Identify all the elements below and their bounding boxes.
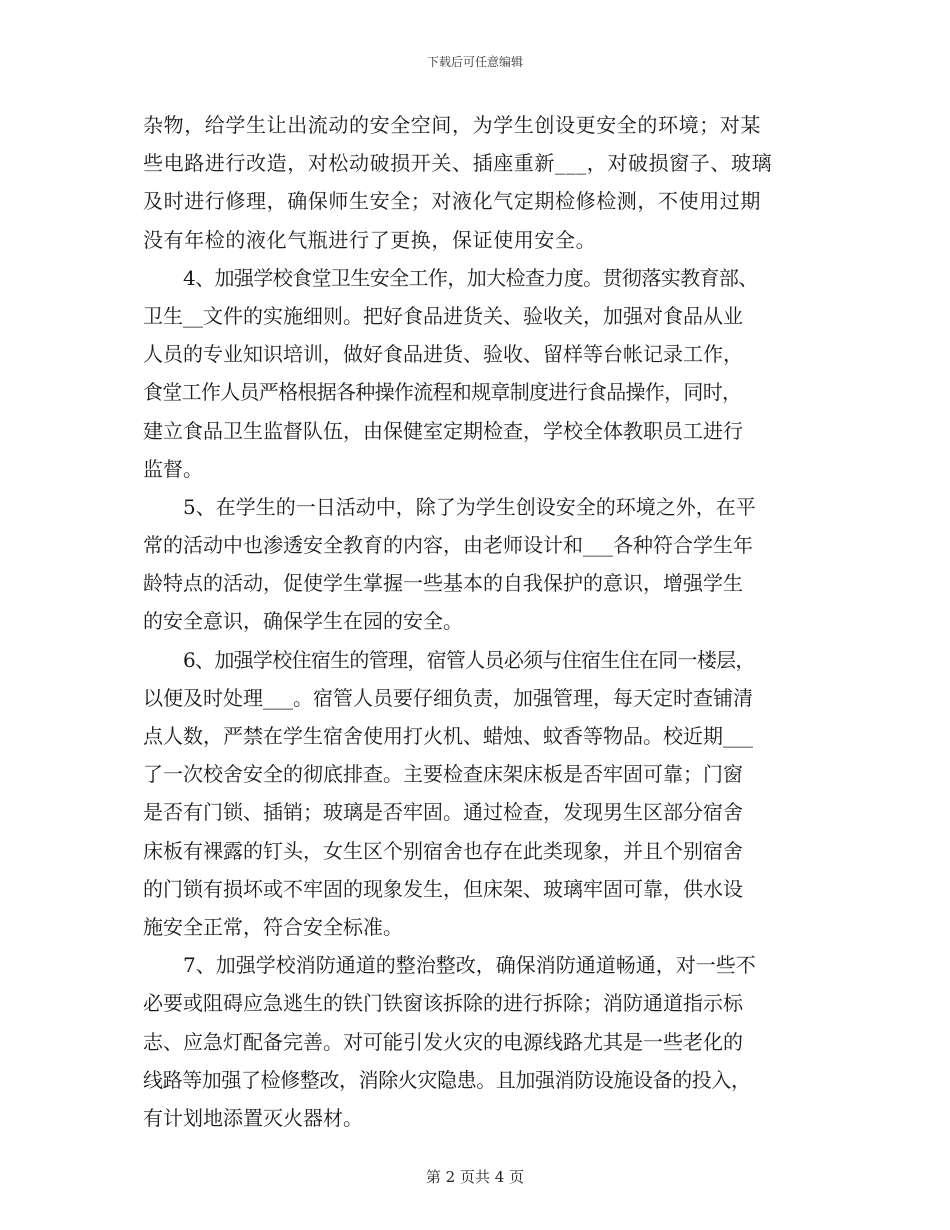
text-line: 点人数，严禁在学生宿舍使用打火机、蜡烛、蚊香等物品。校近期___ — [143, 724, 753, 748]
paragraph — [143, 259, 833, 488]
text-line: 食堂工作人员严格根据各种操作流程和规章制度进行食品操作，同时， — [143, 380, 742, 405]
text-line: 4、加强学校食堂卫生安全工作，加大检查力度。贯彻落实教育部、 — [183, 265, 758, 290]
text-line: 线路等加强了检修整改，消除火灾隐患。且加强消防设施设备的投入， — [143, 1067, 751, 1092]
text-line: 监督。 — [143, 456, 203, 481]
paragraph — [143, 488, 833, 641]
text-line: 有计划地添置灭火器材。 — [143, 1105, 363, 1130]
paragraph — [143, 946, 833, 1137]
text-line: 7、加强学校消防通道的整治整改，确保消防通道畅通，对一些不 — [183, 953, 756, 978]
paragraph — [143, 641, 833, 947]
page-footer: 第 2 页共 4 页 — [425, 1168, 525, 1186]
page-header: 下载后可任意编辑 — [426, 55, 523, 69]
text-line: 卫生__文件的实施细则。把好食品进货关、验收关，加强对食品从业 — [143, 303, 743, 328]
text-line: 了一次校舍安全的彻底排查。主要检查床架床板是否牢固可靠；门窗 — [143, 762, 743, 787]
text-line: 没有年检的液化气瓶进行了更换，保证使用安全。 — [143, 227, 597, 252]
text-line: 的安全意识，确保学生在园的安全。 — [143, 609, 463, 634]
paragraph — [143, 106, 833, 259]
text-line: 些电路进行改造，对松动破损开关、插座重新___，对破损窗子、玻璃 — [143, 151, 773, 176]
text-line: 床板有裸露的钉头，女生区个别宿舍也存在此类现象，并且个别宿舍 — [143, 838, 743, 863]
text-line: 杂物，给学生让出流动的安全空间，为学生创设更安全的环境；对某 — [143, 113, 761, 137]
text-line: 常的活动中也渗透安全教育的内容，由老师设计和___各种符合学生年 — [143, 533, 753, 558]
text-line: 必要或阻碍应急逃生的铁门铁窗该拆除的进行拆除；消防通道指示标 — [143, 991, 743, 1016]
text-line: 龄特点的活动，促使学生掌握一些基本的自我保护的意识，增强学生 — [143, 571, 743, 596]
document-body — [143, 106, 833, 1137]
text-line: 施安全正常，符合安全标准。 — [143, 914, 403, 939]
text-line: 的门锁有损坏或不牢固的现象发生，但床架、玻璃牢固可靠，供水设 — [143, 876, 743, 901]
text-line: 建立食品卫生监督队伍，由保健室定期检查，学校全体教职员工进行 — [143, 418, 743, 443]
text-line: 志、应急灯配备完善。对可能引发火灾的电源线路尤其是一些老化的 — [143, 1029, 743, 1054]
text-line: 6、加强学校住宿生的管理，宿管人员必须与住宿生住在同一楼层， — [183, 647, 755, 672]
text-line: 人员的专业知识培训，做好食品进货、验收、留样等台帐记录工作， — [143, 342, 743, 367]
text-line: 及时进行修理，确保师生安全；对液化气定期检修检测，不使用过期 — [143, 189, 761, 214]
text-line: 是否有门锁、插销；玻璃是否牢固。通过检查，发现男生区部分宿舍 — [143, 800, 743, 825]
text-line: 以便及时处理___。宿管人员要仔细负责，加强管理，每天定时查铺清 — [143, 685, 753, 710]
text-line: 5、在学生的一日活动中，除了为学生创设安全的环境之外，在平 — [183, 494, 756, 519]
